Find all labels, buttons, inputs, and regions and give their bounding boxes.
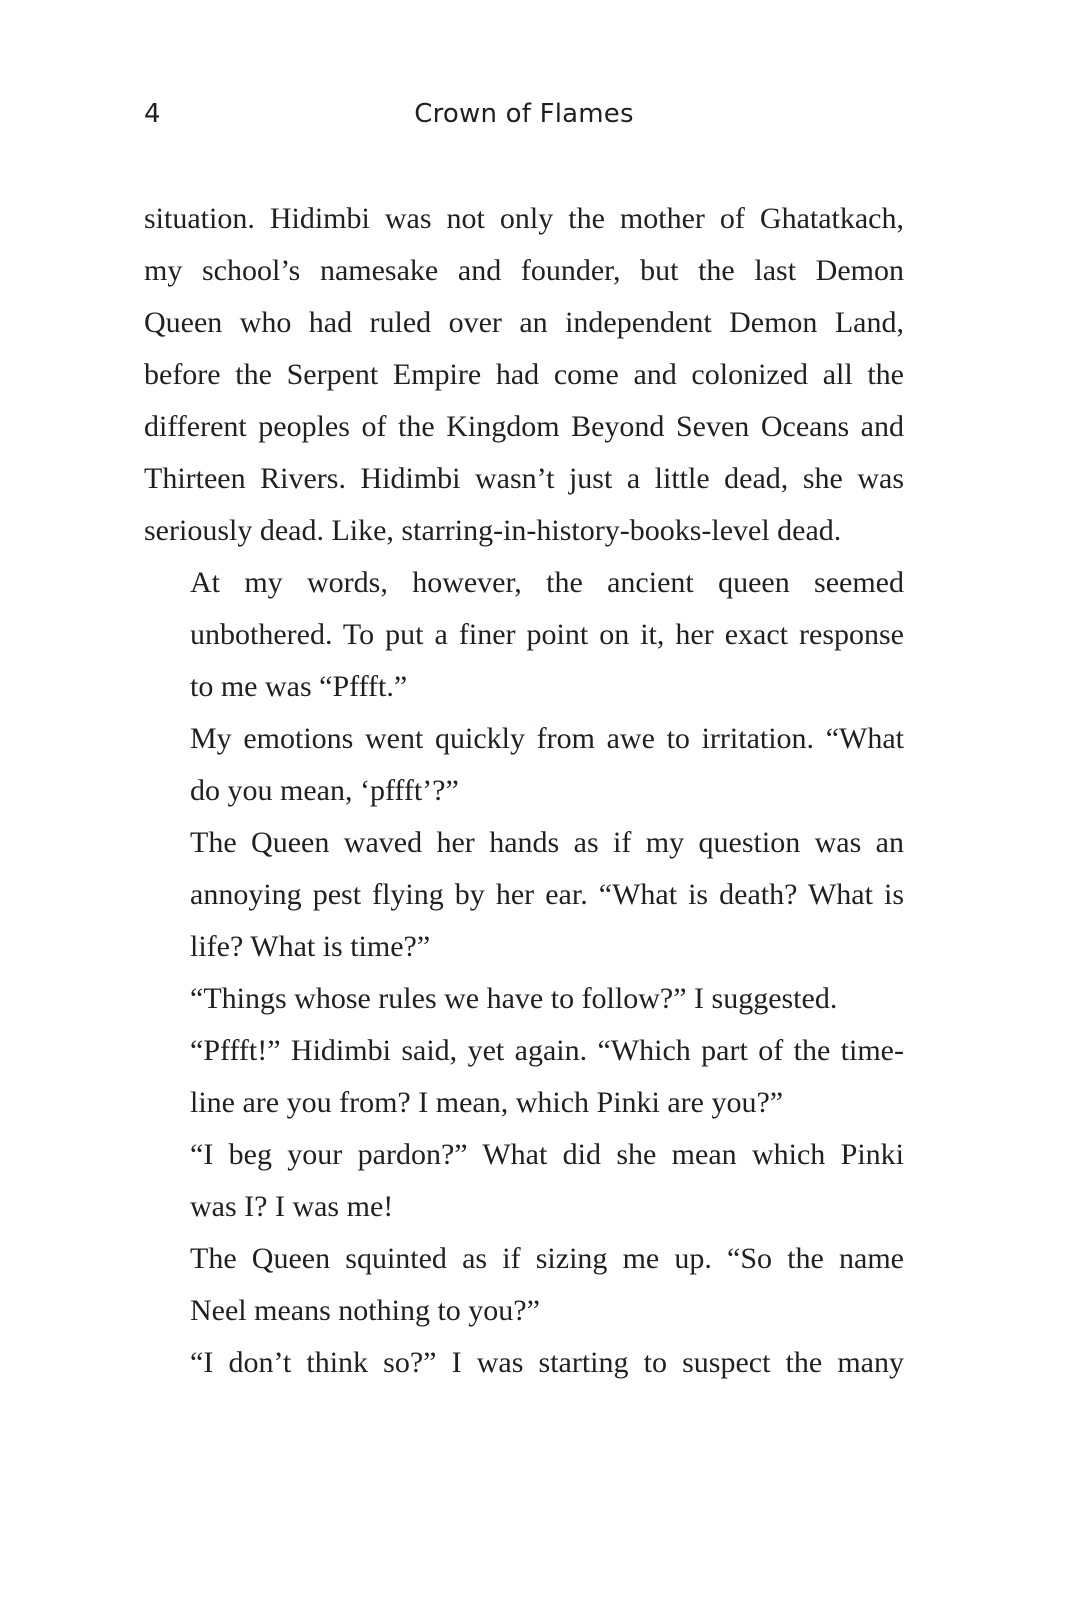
paragraph	[144, 817, 904, 973]
paragraph	[144, 973, 904, 1025]
text-line: Neel means nothing to you?”	[190, 1294, 540, 1327]
paragraph	[144, 193, 904, 557]
body-text	[144, 193, 904, 1389]
paragraph	[144, 1025, 904, 1129]
text-line: seriously dead. Like, starring-in-history-books-level dead.	[144, 514, 842, 547]
text-line: At my words, however, the ancient queen seemed	[190, 566, 904, 599]
text-line: My emotions went quickly from awe to irritation. “What	[190, 722, 904, 755]
paragraph	[144, 557, 904, 713]
text-line: line are you from? I mean, which Pinki are you?”	[190, 1086, 784, 1119]
text-line: to me was “Pffft.”	[190, 670, 408, 703]
text-line: was I? I was me!	[190, 1190, 394, 1223]
text-line: The Queen squinted as if sizing me up. “So the name	[190, 1242, 904, 1275]
paragraph	[144, 1233, 904, 1337]
book-title: Crown of Flames	[414, 99, 634, 129]
page-number: 4	[144, 99, 161, 129]
text-line: “Things whose rules we have to follow?” I suggested.	[190, 982, 838, 1015]
paragraph	[144, 1337, 904, 1389]
text-line: my school’s namesake and founder, but the last Demon	[144, 254, 904, 287]
text-line: The Queen waved her hands as if my question was an	[190, 826, 904, 859]
running-head	[144, 94, 904, 134]
text-line: “I beg your pardon?” What did she mean which Pinki	[190, 1138, 904, 1171]
text-line: “I don’t think so?” I was starting to suspect the many	[190, 1346, 904, 1379]
text-line: unbothered. To put a finer point on it, her exact response	[190, 618, 904, 651]
text-line: annoying pest flying by her ear. “What is death? What is	[190, 878, 904, 911]
text-line: different peoples of the Kingdom Beyond Seven Oceans and	[144, 410, 904, 443]
text-line: do you mean, ‘pffft’?”	[190, 774, 459, 807]
paragraph	[144, 1129, 904, 1233]
text-line: Queen who had ruled over an independent Demon Land,	[144, 306, 904, 339]
text-line: life? What is time?”	[190, 930, 431, 963]
text-line: before the Serpent Empire had come and colonized all the	[144, 358, 904, 391]
text-line: Thirteen Rivers. Hidimbi wasn’t just a little dead, she was	[144, 462, 904, 495]
text-line: situation. Hidimbi was not only the mother of Ghatatkach,	[144, 202, 904, 235]
text-line: “Pffft!” Hidimbi said, yet again. “Which part of the time-	[190, 1034, 904, 1067]
paragraph	[144, 713, 904, 817]
